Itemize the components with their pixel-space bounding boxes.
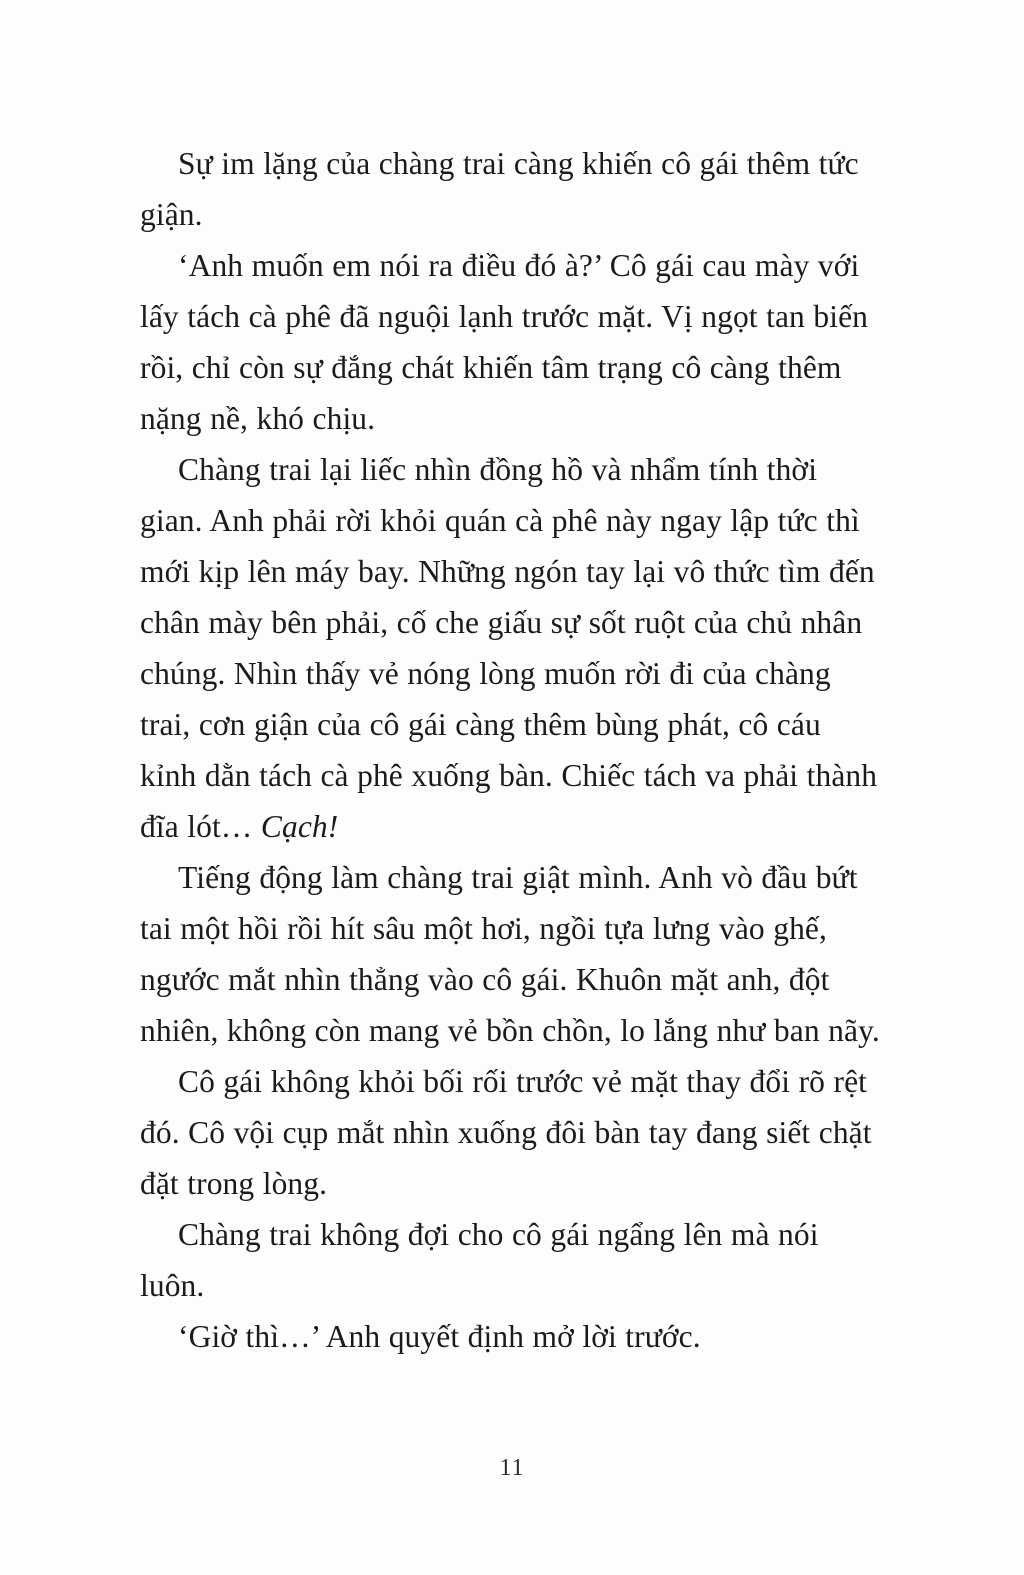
paragraph: ‘Anh muốn em nói ra điều đó à?’ Cô gái cau mày với lấy tách cà phê đã nguội lạnh trước mặt. Vị ngọt tan biến rồi, chỉ còn sự đắng chát khiến tâm trạng cô càng thêm nặng nề, khó chịu.: [140, 248, 869, 436]
paragraph: Tiếng động làm chàng trai giật mình. Anh vò đầu bứt tai một hồi rồi hít sâu một hơi, ngồi tựa lưng vào ghế, ngước mắt nhìn thẳng vào cô gái. Khuôn mặt anh, đột nhiên, không còn mang vẻ bồn chồn, lo lắng như ban nãy.: [140, 860, 880, 1048]
page-number: 11: [499, 1455, 525, 1481]
body-text: [140, 138, 884, 1362]
paragraph: Sự im lặng của chàng trai càng khiến cô gái thêm tức giận.: [140, 146, 859, 232]
italic-exclamation: Cạch!: [260, 809, 339, 844]
paragraph: Chàng trai không đợi cho cô gái ngẩng lên mà nói luôn.: [140, 1217, 819, 1303]
paragraph: Cô gái không khỏi bối rối trước vẻ mặt thay đổi rõ rệt đó. Cô vội cụp mắt nhìn xuống đôi bàn tay đang siết chặt đặt trong lòng.: [140, 1064, 872, 1201]
paragraph: [140, 444, 884, 852]
paragraph: ‘Giờ thì…’ Anh quyết định mở lời trước.: [178, 1319, 701, 1354]
paragraph-text: Chàng trai lại liếc nhìn đồng hồ và nhẩm tính thời gian. Anh phải rời khỏi quán cà phê này ngay lập tức thì mới kịp lên máy bay. Những ngón tay lại vô thức tìm đến chân mày bên phải, cố che giấu sự sốt ruột của chủ nhân chúng. Nhìn thấy vẻ nóng lòng muốn rời đi của chàng trai, cơn giận của cô gái càng thêm bùng phát, cô cáu kỉnh dằn tách cà phê xuống bàn. Chiếc tách va phải thành đĩa lót…: [140, 452, 878, 844]
